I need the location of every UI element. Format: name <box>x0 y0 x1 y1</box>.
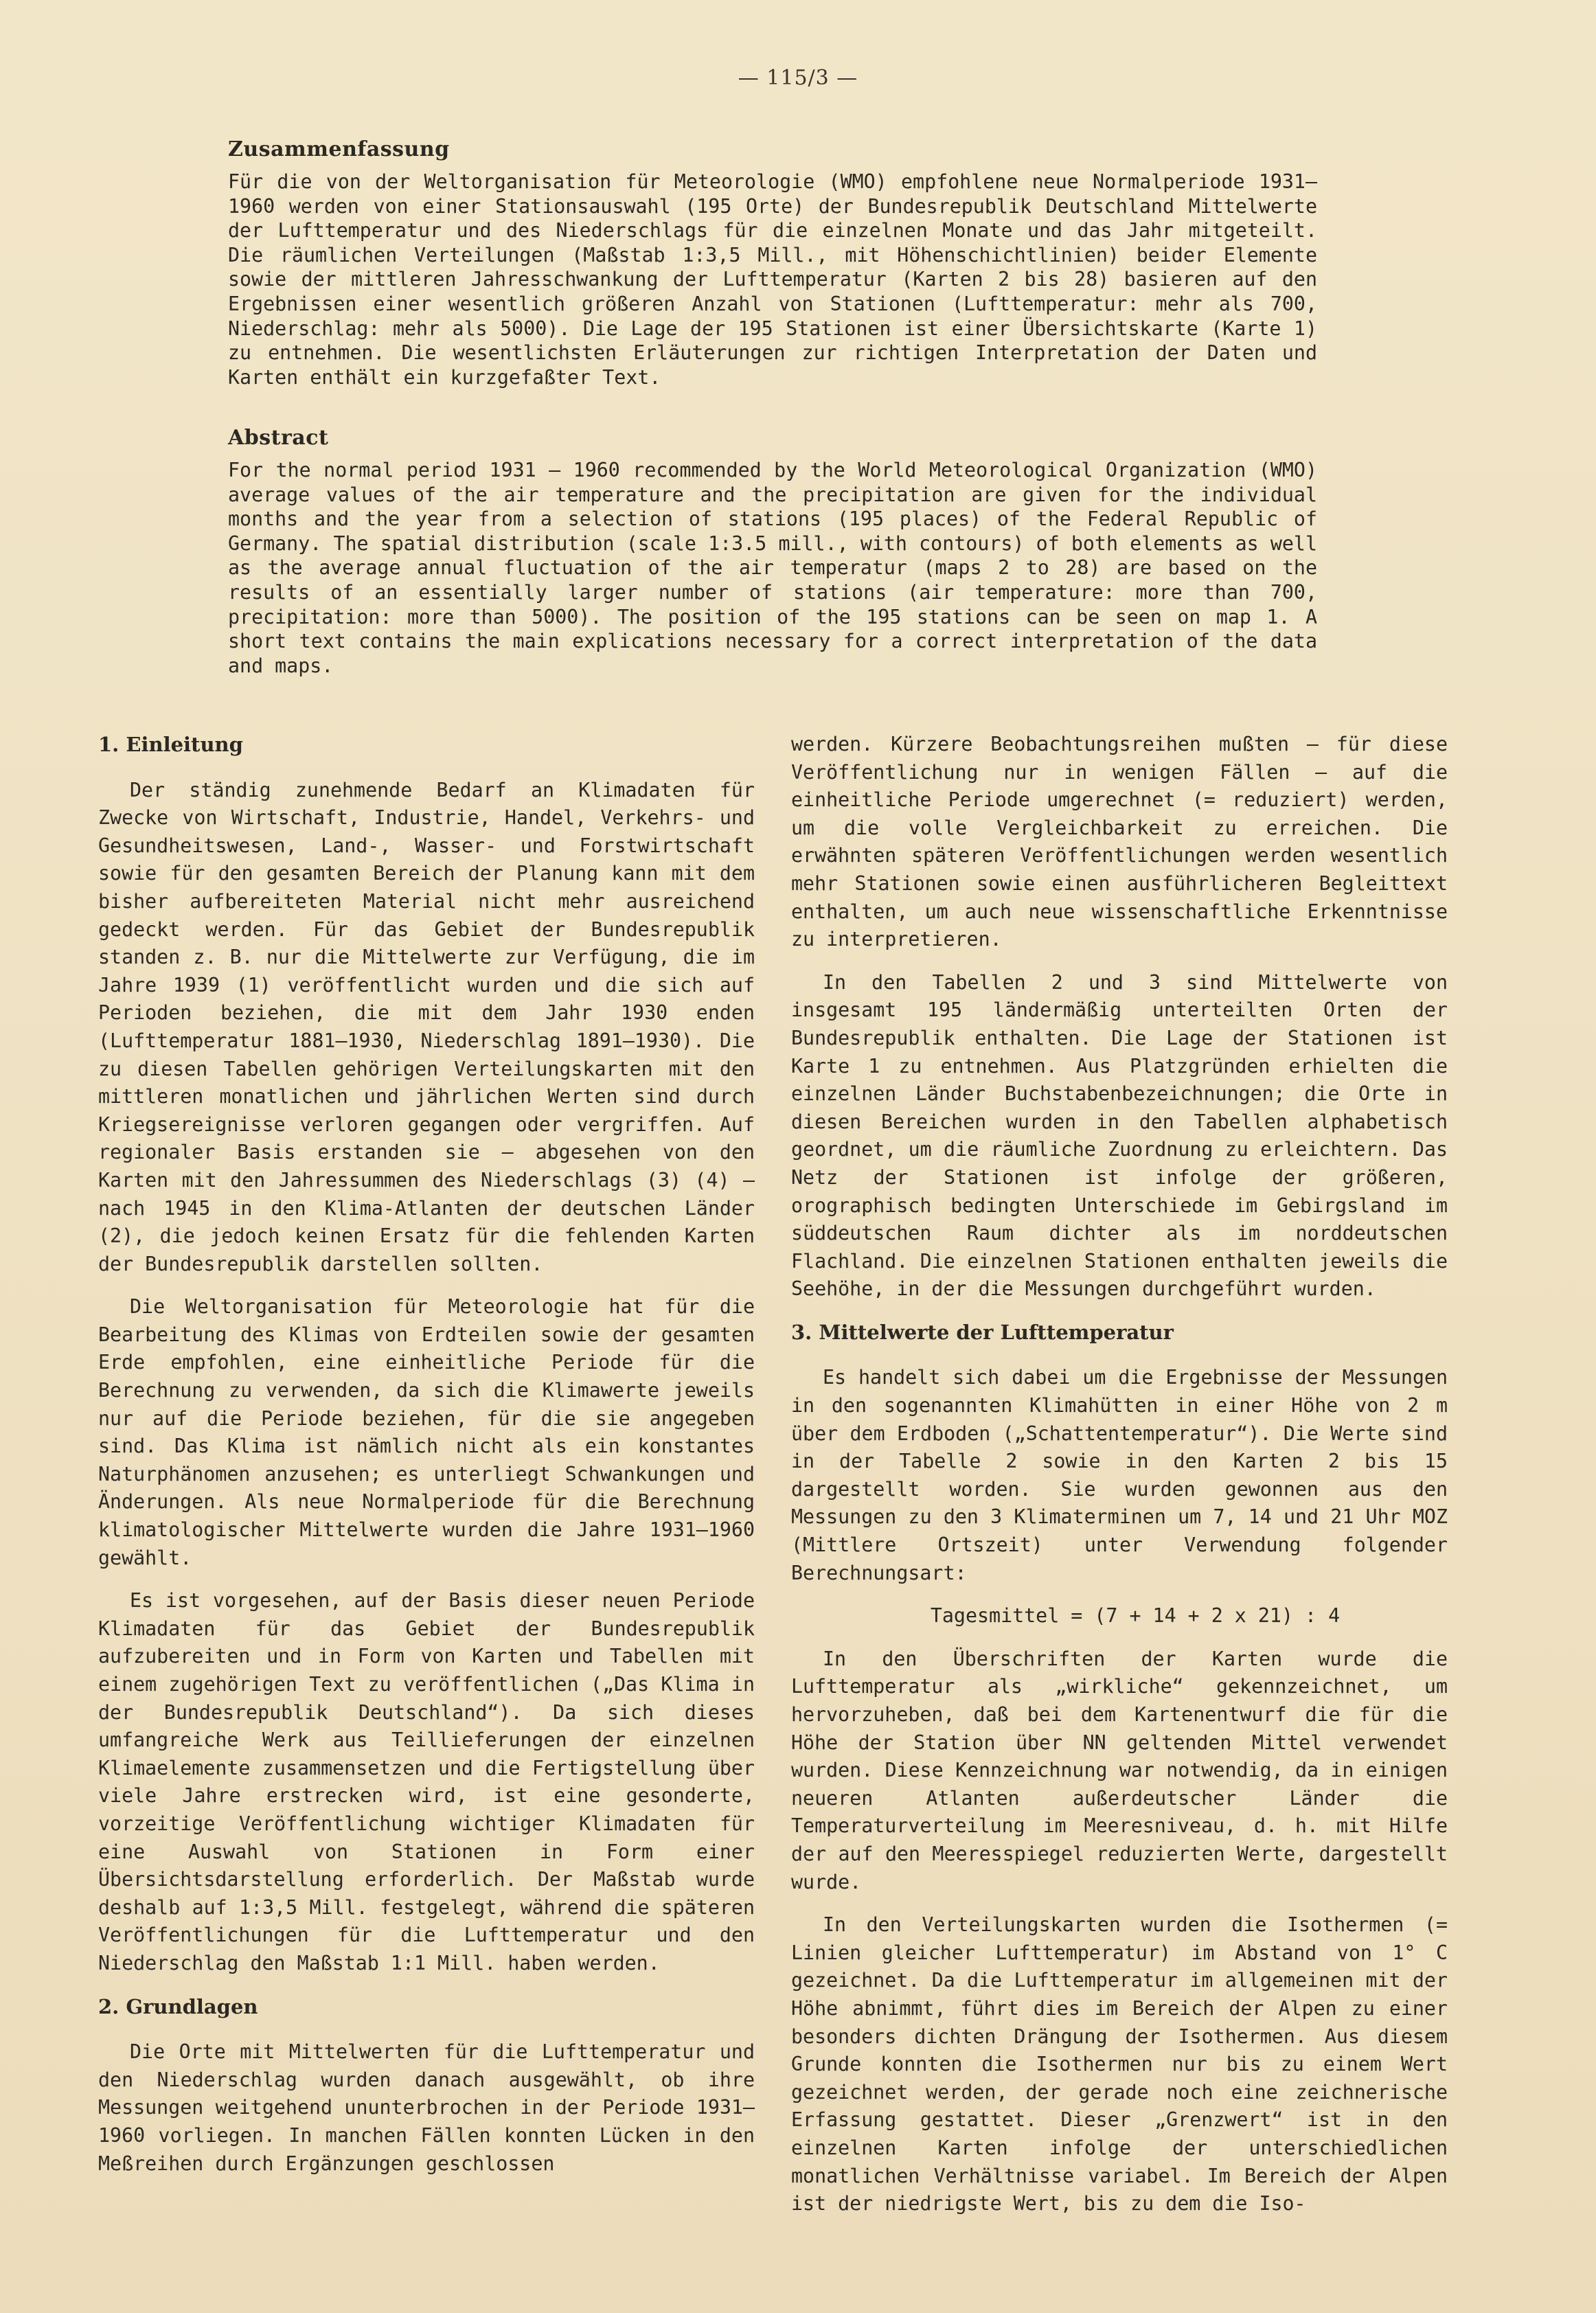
section-heading-grundlagen: 2. Grundlagen <box>98 1994 258 2018</box>
paragraph: Es ist vorgesehen, auf der Basis dieser neuen Periode Klimadaten für das Gebiet der Bundesrepublik aufzubereiten und in Form von Karten und Tabellen mit einem zugehörigen Text zu veröffentlichen („Das Klima in der Bundesrepublik Deutschland“). Da sich dieses umfangreiche Werk aus Teillieferungen der einzelnen Klimaelemente zusammensetzen und die Fertigstellung über viele Jahre erstrecken wird, ist eine gesonderte, vorzeitige Veröffentlichung wichtiger Klimadaten für eine Auswahl von Stationen in Form einer Übersichtsdarstellung erforderlich. Der Maßstab wurde deshalb auf 1:3,5 Mill. festgelegt, während die späteren Veröffentlichungen für die Lufttemperatur und den Niederschlag den Maßstab 1:1 Mill. haben werden. <box>98 1589 755 1974</box>
section-heading-lufttemperatur: 3. Mittelwerte der Lufttemperatur <box>791 1320 1174 1344</box>
paragraph: Der ständig zunehmende Bedarf an Klimadaten für Zwecke von Wirtschaft, Industrie, Handel, Verkehrs- und Gesundheitswesen, Land-, Wasser- und Forstwirtschaft sowie für den gesamten Bereich der Planung kann mit dem bisher aufbereiteten Material nicht mehr ausreichend gedeckt werden. Für das Gebiet der Bundesrepublik standen z. B. nur die Mittelwerte zur Verfügung, die im Jahre 1939 (1) veröffentlicht wurden und die sich auf Perioden beziehen, die mit dem Jahr 1930 enden (Lufttemperatur 1881—1930, Niederschlag 1891—1930). Die zu diesen Tabellen gehörigen Verteilungskarten mit den mittleren monatlichen und jährlichen Werten sind durch Kriegsereignisse verloren gegangen oder vergriffen. Auf regionaler Basis erstanden sie — abgesehen von den Karten mit den Jahressummen des Niederschlags (3) (4) — nach 1945 in den Klima-Atlanten der deutschen Länder (2), die jedoch keinen Ersatz für die fehlenden Karten der Bundesrepublik darstellen sollten. <box>98 778 755 1275</box>
paragraph: In den Tabellen 2 und 3 sind Mittelwerte von insgesamt 195 ländermäßig unterteilten Orten der Bundesrepublik enthalten. Die Lage der Stationen ist Karte 1 zu entnehmen. Aus Platzgründen erhielten die einzelnen Länder Buchstabenbezeichnungen; die Orte in diesen Bereichen wurden in den Tabellen alphabetisch geordnet, um die räumliche Zuordnung zu erleichtern. Das Netz der Stationen ist infolge der größeren, orographisch bedingten Unterschiede im Gebirgsland im süddeutschen Raum dichter als im norddeutschen Flachland. Die einzelnen Stationen enthalten jeweils die Seehöhe, in der die Messungen durchgeführt wurden. <box>791 970 1448 1301</box>
paragraph: Es handelt sich dabei um die Ergebnisse der Messungen in den sogenannten Klimahütten in einer Höhe von 2 m über dem Erdboden („Schattentemperatur“). Die Werte sind in der Tabelle 2 sowie in den Karten 2 bis 15 dargestellt worden. Sie wurden gewonnen aus den Messungen zu den 3 Klimaterminen um 7, 14 und 21 Uhr MOZ (Mittlere Ortszeit) unter Verwendung folgender Berechnungsart: <box>791 1366 1448 1584</box>
paragraph: In den Verteilungskarten wurden die Isothermen (= Linien gleicher Lufttemperatur) im Abstand von 1° C gezeichnet. Da die Lufttemperatur im allgemeinen mit der Höhe abnimmt, führt dies im Bereich der Alpen zu einer besonders dichten Drängung der Isothermen. Aus diesem Grunde konnten die Isothermen nur bis zu einem Wert gezeichnet werden, der gerade noch eine zeichnerische Erfassung gestattet. Dieser „Grenzwert“ ist in den einzelnen Karten infolge der unterschiedlichen monatlichen Verhältnisse variabel. Im Bereich der Alpen ist der niedrigste Wert, bis zu dem die Iso- <box>791 1913 1448 2215</box>
abstract-heading: Abstract <box>228 426 329 450</box>
page-number: — 115/3 — <box>738 66 858 90</box>
left-column <box>98 731 755 2193</box>
right-column <box>791 731 1448 2233</box>
paragraph: Die Weltorganisation für Meteorologie hat für die Bearbeitung des Klimas von Erdteilen sowie der gesamten Erde empfohlen, eine einheitliche Periode für die Berechnung zu verwenden, da sich die Klimawerte jeweils nur auf die Periode beziehen, für die sie angegeben sind. Das Klima ist nämlich nicht als ein konstantes Naturphänomen anzusehen; es unterliegt Schwankungen und Änderungen. Als neue Normalperiode für die Berechnung klimatologischer Mittelwerte wurden die Jahre 1931—1960 gewählt. <box>98 1295 755 1569</box>
abstract-section <box>228 426 1317 678</box>
paragraph: Die Orte mit Mittelwerten für die Lufttemperatur und den Niederschlag wurden danach ausgewählt, ob ihre Messungen weitgehend ununterbrochen in der Periode 1931—1960 vorliegen. In manchen Fällen konnten Lücken in den Meßreihen durch Ergänzungen geschlossen <box>98 2040 755 2175</box>
abstract-text: For the normal period 1931 — 1960 recommended by the World Meteorological Organization (WMO) average values of the air temperature and the precipitation are given for the individual months and the year from a selection of stations (195 places) of the Federal Republic of Germany. The spatial distribution (scale 1:3.5 mill., with contours) of both elements as well as the average annual fluctuation of the air temperatur (maps 2 to 28) are based on the results of an essentially larger number of stations (air temperature: more than 700, precipitation: more than 5000). The position of the 195 stations can be seen on map 1. A short text contains the main explications necessary for a correct interpretation of the data and maps. <box>228 459 1317 677</box>
section-heading-einleitung: 1. Einleitung <box>98 733 243 756</box>
zusammenfassung-section <box>228 137 1317 389</box>
paragraph: In den Überschriften der Karten wurde die Lufttemperatur als „wirkliche“ gekennzeichnet, um hervorzuheben, daß bei dem Kartenentwurf die für die Höhe der Station über NN geltenden Mittel verwendet wurden. Diese Kennzeichnung war notwendig, da in einigen neueren Atlanten außerdeutscher Länder die Temperaturverteilung im Meeresniveau, d. h. mit Hilfe der auf den Meeresspiegel reduzierten Werte, dargestellt wurde. <box>791 1647 1448 1893</box>
formula-tagesmittel: Tagesmittel = (7 + 14 + 2 x 21) : 4 <box>930 1604 1341 1628</box>
zusammenfassung-text: Für die von der Weltorganisation für Meteorologie (WMO) empfohlene neue Normalperiode 1931—1960 werden von einer Stationsauswahl (195 Orte) der Bundesrepublik Deutschland Mittelwerte der Lufttemperatur und des Niederschlags für die einzelnen Monate und das Jahr mitgeteilt. Die räumlichen Verteilungen (Maßstab 1:3,5 Mill., mit Höhenschichtlinien) beider Elemente sowie der mittleren Jahresschwankung der Lufttemperatur (Karten 2 bis 28) basieren auf den Ergebnissen einer wesentlich größeren Anzahl von Stationen (Lufttemperatur: mehr als 700, Niederschlag: mehr als 5000). Die Lage der 195 Stationen ist einer Übersichtskarte (Karte 1) zu entnehmen. Die wesentlichsten Erläuterungen zur richtigen Interpretation der Daten und Karten enthält ein kurzgefaßter Text. <box>228 170 1317 389</box>
zusammenfassung-heading: Zusammenfassung <box>228 137 450 161</box>
paragraph: werden. Kürzere Beobachtungsreihen mußten — für diese Veröffentlichung nur in wenigen Fällen — auf die einheitliche Periode umgerechnet (= reduziert) werden, um die volle Vergleichbarkeit zu erreichen. Die erwähnten späteren Veröffentlichungen werden wesentlich mehr Stationen sowie einen ausführlicheren Begleittext enthalten, um auch neue wissenschaftliche Erkenntnisse zu interpretieren. <box>791 733 1448 951</box>
